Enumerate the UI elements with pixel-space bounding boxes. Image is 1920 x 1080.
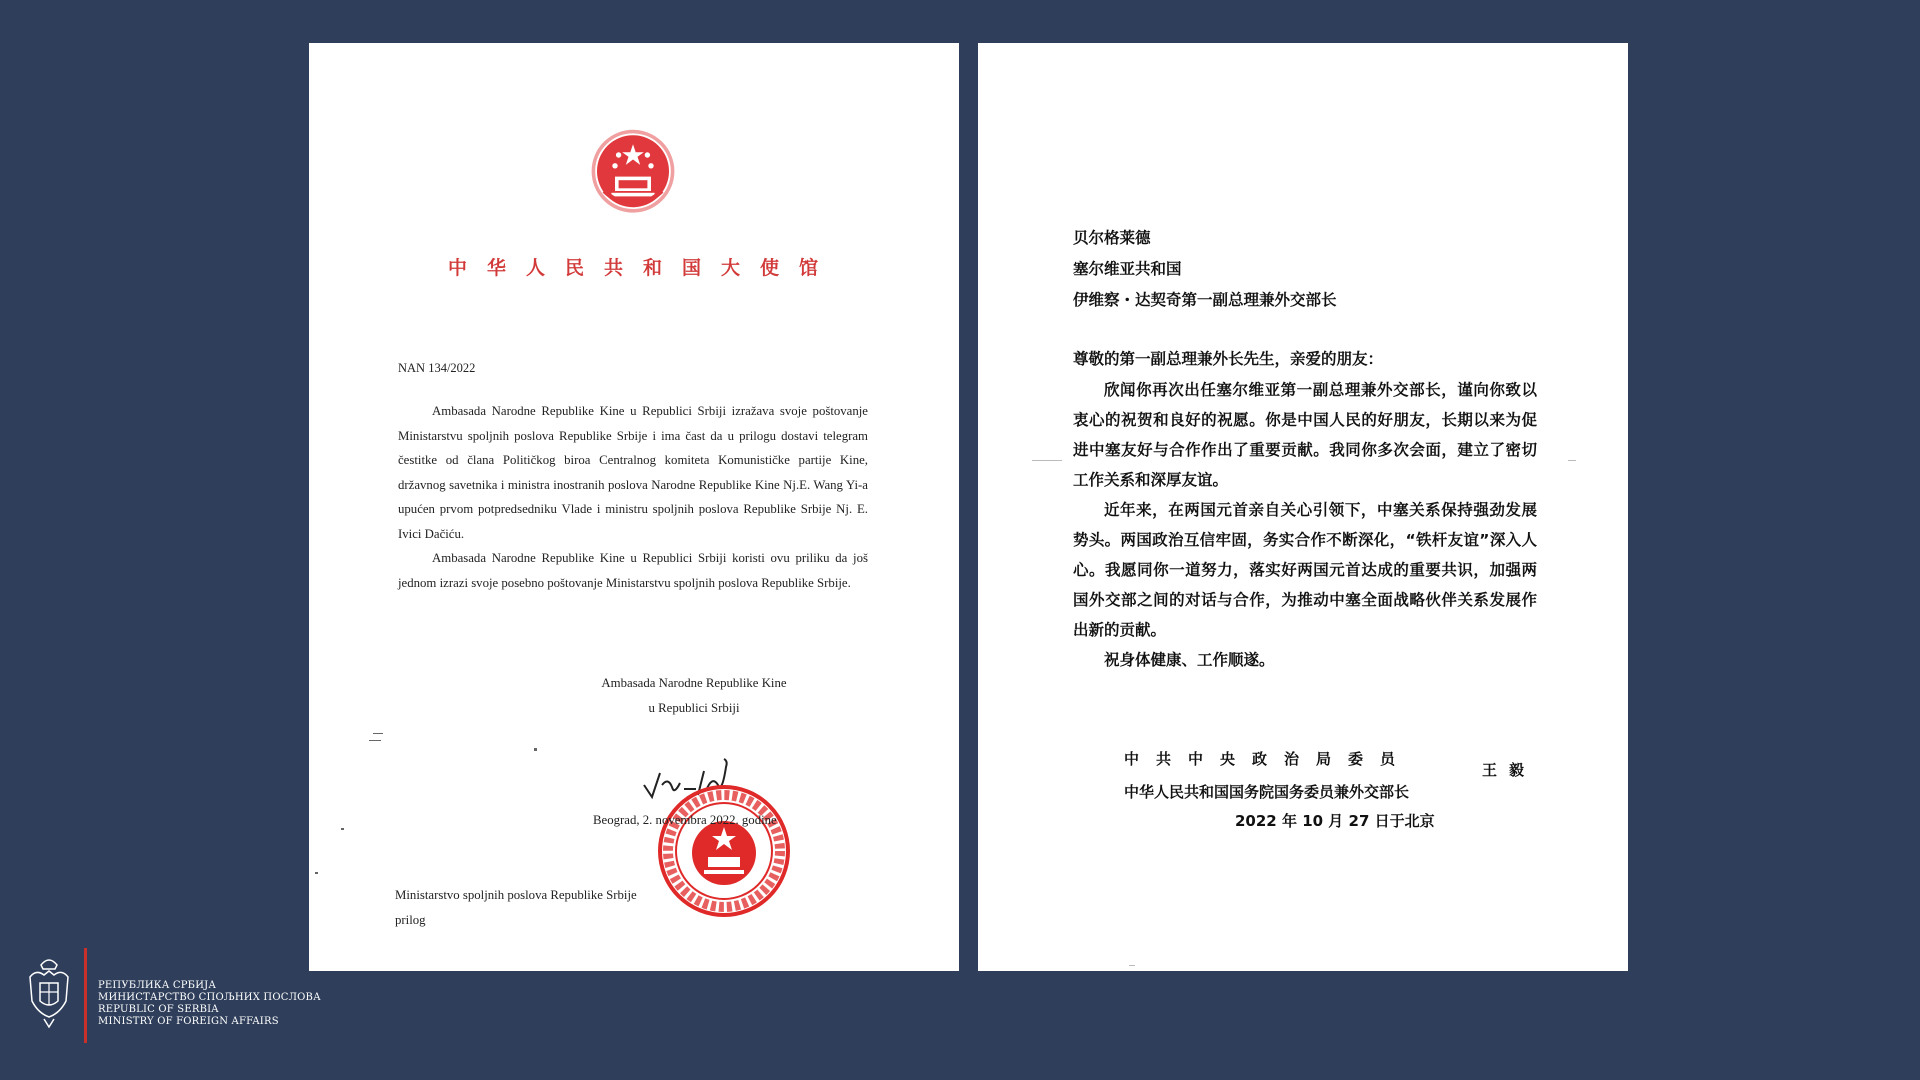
ministry-line: РЕПУБЛИКА СРБИЈА <box>98 980 217 991</box>
letter-paragraph: Ambasada Narodne Republike Kine u Republici Srbiji izražava svoje poštovanje Ministarstvu spoljnih poslova Republike Srbije i ima čast da u prilogu dostavi telegram čestitke od člana Političkog biroa Centralnog komiteta Komunističke partije Kine, državnog savetnika i ministra inostranih poslova Narodne Republike Kine Nj.E. Wang Yi-a upućen prvom potpredsedniku Vlade i ministru spoljnih poslova Republike Srbije Nj. E. Ivici Dačiću. <box>398 404 868 541</box>
addressee-line-2: prilog <box>395 913 426 927</box>
serbia-coat-of-arms-icon <box>26 955 72 1031</box>
sender-title-1: 中共中央政治局委员 <box>1124 750 1413 768</box>
national-emblem-icon <box>588 128 678 218</box>
embassy-letterhead-title: 中华人民共和国大使馆 <box>447 257 838 279</box>
sender-title-2: 中华人民共和国国务院国务委员兼外交部长 <box>1124 783 1410 801</box>
scan-speck <box>373 733 383 734</box>
reference-number: NAN 134/2022 <box>398 361 476 375</box>
footer-divider <box>84 948 87 1043</box>
letter-greeting: 尊敬的第一副总理兼外长先生，亲爱的朋友： <box>1073 350 1384 368</box>
letter-page-serbian <box>309 43 959 971</box>
letter-paragraph: 欣闻你再次出任塞尔维亚第一副总理兼外交部长，谨向你致以衷心的祝贺和良好的祝愿。你是中国人民的好朋友，长期以来为促进中塞友好与合作作出了重要贡献。我同你多次会面，建立了密切工作关系和深厚友谊。 <box>1073 381 1537 489</box>
scan-speck <box>534 748 537 751</box>
ministry-line: MINISTRY OF FOREIGN AFFAIRS <box>98 1016 279 1027</box>
recipient-block <box>1073 223 1337 316</box>
letter-paragraph: 近年来，在两国元首亲自关心引领下，中塞关系保持强劲发展势头。两国政治互信牢固，务实合作不断深化，“铁杆友谊”深入人心。我愿同你一道努力，落实好两国元首达成的重要共识，加强两国外交部之间的对话与合作，为推动中塞全面战略伙伴关系发展作出新的贡献。 <box>1073 501 1537 639</box>
scan-mark <box>1568 460 1576 461</box>
addressee-line-1: Ministarstvo spoljnih poslova Republike Srbije <box>395 888 637 902</box>
letter-paragraph: 祝身体健康、工作顺遂。 <box>1104 651 1275 669</box>
letter-paragraph: Ambasada Narodne Republike Kine u Republici Srbiji koristi ovu priliku da još jednom izrazi svoje posebno poštovanje Ministarstvu spoljnih poslova Republike Srbije. <box>398 551 868 590</box>
recipient-line: 塞尔维亚共和国 <box>1073 260 1182 278</box>
signature-line-2: u Republici Srbiji <box>648 701 740 715</box>
letter-body <box>1073 375 1537 675</box>
recipient-line: 贝尔格莱德 <box>1073 229 1151 247</box>
scan-speck <box>369 740 381 741</box>
letter-date: 2022 年 10 月 27 日于北京 <box>1235 812 1435 830</box>
letter-body <box>398 399 868 595</box>
letter-page-chinese <box>978 43 1628 971</box>
ministry-line: МИНИСТАРСТВО СПОЉНИХ ПОСЛОВА <box>98 992 321 1003</box>
sender-titles <box>1124 743 1412 809</box>
scan-speck <box>315 872 318 874</box>
scan-mark <box>1129 965 1135 966</box>
ministry-wordmark <box>98 980 321 1028</box>
letter-date: Beograd, 2. novembra 2022. godine <box>593 813 777 827</box>
signature-line-1: Ambasada Narodne Republike Kine <box>601 676 787 690</box>
ministry-line: REPUBLIC OF SERBIA <box>98 1004 219 1015</box>
sender-name: 王毅 <box>1482 761 1537 779</box>
scan-speck <box>341 828 344 830</box>
addressee-block <box>395 883 637 933</box>
embassy-seal-icon <box>654 781 794 921</box>
recipient-line: 伊维察・达契奇第一副总理兼外交部长 <box>1073 291 1337 309</box>
signature-block <box>569 671 819 721</box>
scan-mark <box>1032 460 1062 461</box>
